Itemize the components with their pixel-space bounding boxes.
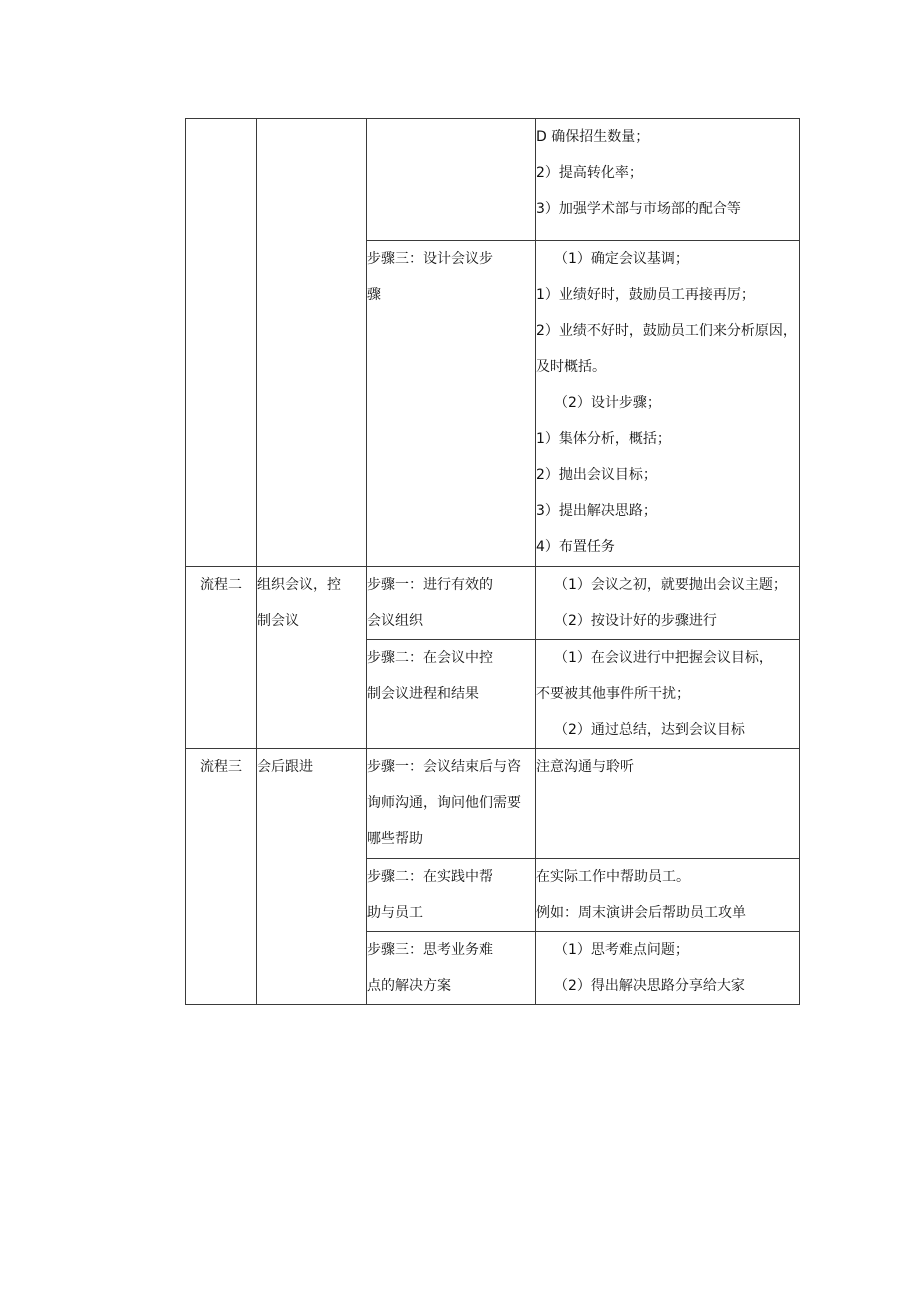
process-name-line: 组织会议，控 xyxy=(257,577,341,593)
step-line: 制会议进程和结果 xyxy=(367,686,479,702)
content-cell xyxy=(536,749,800,859)
step-line: 询师沟通，询问他们需要 xyxy=(367,795,521,811)
content-line: 3）提出解决思路； xyxy=(536,503,657,519)
content-line: （2）得出解决思路分享给大家 xyxy=(554,978,745,994)
step-line: 步骤二：在会议中控 xyxy=(367,650,493,666)
content-cell xyxy=(536,567,800,640)
process-label-cell xyxy=(186,749,257,1005)
content-line: 1）集体分析，概括； xyxy=(536,431,671,447)
process-name-cell xyxy=(257,567,367,749)
content-line: 注意沟通与聆听 xyxy=(536,759,634,775)
process-name-line: 制会议 xyxy=(257,613,299,629)
content-line: （2）通过总结，达到会议目标 xyxy=(554,722,745,738)
process-label: 流程二 xyxy=(200,577,242,593)
step-cell xyxy=(367,749,536,859)
content-cell xyxy=(536,119,800,241)
content-line: （1）在会议进行中把握会议目标， xyxy=(554,650,773,666)
process-name-cell xyxy=(257,119,367,567)
content-line: 2）抛出会议目标； xyxy=(536,467,657,483)
content-line: （2）按设计好的步骤进行 xyxy=(554,613,717,629)
process-label: 流程三 xyxy=(200,759,242,775)
process-name-cell xyxy=(257,749,367,1005)
content-cell xyxy=(536,932,800,1005)
content-line: D 确保招生数量； xyxy=(536,129,650,145)
content-cell xyxy=(536,241,800,567)
content-line: 3）加强学术部与市场部的配合等 xyxy=(536,201,741,217)
step-line: 步骤二：在实践中帮 xyxy=(367,869,493,885)
content-line: 1）业绩好时，鼓励员工再接再厉； xyxy=(536,287,755,303)
process-table xyxy=(185,118,800,1005)
content-cell xyxy=(536,640,800,749)
content-line: 2）提高转化率； xyxy=(536,165,643,181)
table-row xyxy=(186,749,800,859)
content-line: 及时概括。 xyxy=(536,359,606,375)
content-line: （1）确定会议基调； xyxy=(554,251,689,267)
step-cell xyxy=(367,119,536,241)
step-line: 助与员工 xyxy=(367,905,423,921)
content-cell xyxy=(536,859,800,932)
step-line: 步骤一：会议结束后与咨 xyxy=(367,759,521,775)
process-label-cell xyxy=(186,119,257,567)
table-row xyxy=(186,119,800,241)
content-line: 不要被其他事件所干扰； xyxy=(536,686,690,702)
content-line: 2）业绩不好时，鼓励员工们来分析原因， xyxy=(536,323,797,339)
content-line: 4）布置任务 xyxy=(536,539,615,555)
step-line: 点的解决方案 xyxy=(367,978,451,994)
content-line: 例如：周末演讲会后帮助员工攻单 xyxy=(536,905,746,921)
table-row xyxy=(186,567,800,640)
content-line: （2）设计步骤； xyxy=(554,395,661,411)
step-cell xyxy=(367,859,536,932)
content-line: （1）思考难点问题； xyxy=(554,942,689,958)
step-cell xyxy=(367,640,536,749)
step-cell xyxy=(367,241,536,567)
process-label-cell xyxy=(186,567,257,749)
step-line: 步骤一：进行有效的 xyxy=(367,577,493,593)
step-line: 哪些帮助 xyxy=(367,831,423,847)
step-line: 步骤三：设计会议步 xyxy=(367,251,493,267)
step-line: 骤 xyxy=(367,287,381,303)
step-line: 会议组织 xyxy=(367,613,423,629)
step-line: 步骤三：思考业务难 xyxy=(367,942,493,958)
step-cell xyxy=(367,932,536,1005)
content-line: 在实际工作中帮助员工。 xyxy=(536,869,690,885)
step-cell xyxy=(367,567,536,640)
process-name-line: 会后跟进 xyxy=(257,759,313,775)
content-line: （1）会议之初，就要抛出会议主题； xyxy=(554,577,787,593)
